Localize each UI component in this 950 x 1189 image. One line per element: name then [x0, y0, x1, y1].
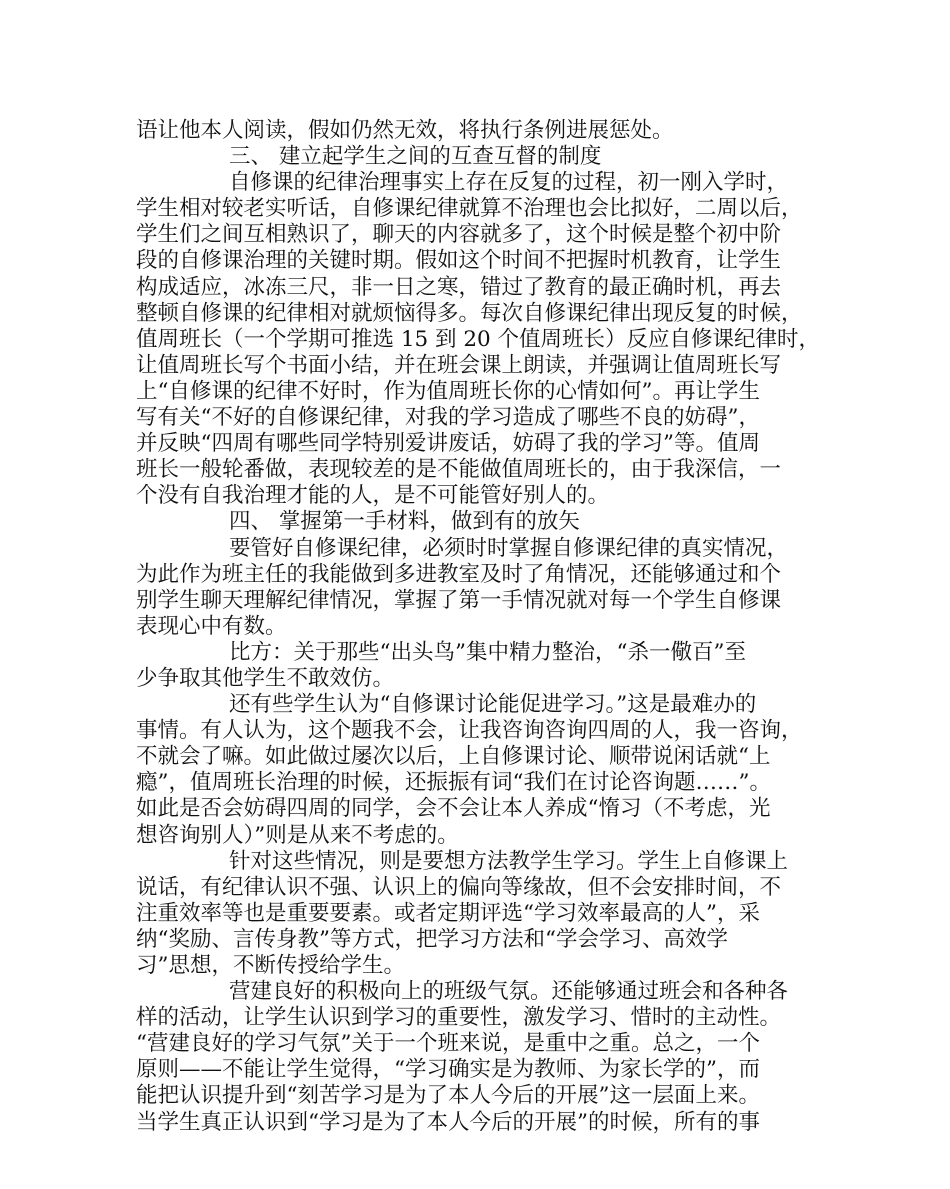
- text-line: 表现心中有数。: [136, 613, 287, 639]
- text-line: 让值周班长写个书面小结，并在班会课上朗读，并强调让值周班长写: [136, 352, 782, 378]
- text-line: 想咨询别人）”则是从来不考虑的。: [136, 822, 459, 848]
- text-line: 比方：关于那些“出头鸟”集中精力整治，“杀一儆百”至: [229, 639, 746, 665]
- text-line: 构成适应，冰冻三尺，非一日之寒，错过了教育的最正确时机，再去: [136, 274, 782, 300]
- text-line: 整顿自修课的纪律相对就烦恼得多。每次自修课纪律出现反复的时候，: [136, 300, 803, 326]
- text-line: 并反映“四周有哪些同学特别爱讲废话，妨碍了我的学习”等。值周: [136, 431, 760, 457]
- text-line: 四、 掌握第一手材料，做到有的放矢: [229, 509, 580, 535]
- text-line: 还有些学生认为“自修课讨论能促进学习。”这是最难办的: [229, 692, 757, 718]
- text-line: 习”思想，不断传授给学生。: [136, 953, 405, 978]
- text-line: 班长一般轮番做，表现较差的是不能做值周班长的，由于我深信，一: [136, 457, 782, 483]
- text-line: 要管好自修课纪律，必须时时掌握自修课纪律的真实情况，: [229, 535, 789, 561]
- text-line: 语让他本人阅读，假如仍然无效，将执行条例进展惩处。: [136, 118, 674, 143]
- text-line: 值周班长（一个学期可推选 15 到 20 个值周班长）反应自修课纪律时，: [136, 326, 821, 352]
- text-line: 当学生真正认识到“学习是为了本人今后的开展”的时候，所有的事: [136, 1109, 760, 1135]
- text-line: 上“自修课的纪律不好时，作为值周班长你的心情如何”。再让学生: [136, 378, 760, 404]
- text-line: 学生相对较老实听话，自修课纪律就算不治理也会比拟好，二周以后，: [136, 196, 803, 222]
- text-line: 事情。有人认为，这个题我不会，让我咨询咨询四周的人，我一咨询，: [136, 718, 803, 744]
- text-line: 瘾”，值周班长治理的时候，还振振有词“我们在讨论咨询题……”。: [136, 770, 771, 796]
- text-line: 自修课的纪律治理事实上存在反复的过程，初一刚入学时，: [229, 170, 789, 196]
- text-line: 纳“奖励、言传身教”等方式，把学习方法和“学会学习、高效学: [136, 926, 728, 952]
- text-line: 段的自修课治理的关键时期。假如这个时间不把握时机教育，让学生: [136, 248, 782, 274]
- text-line: 学生们之间互相熟识了，聊天的内容就多了，这个时候是整个初中阶: [136, 222, 782, 248]
- text-line: 说话，有纪律认识不强、认识上的偏向等缘故，但不会安排时间，不: [136, 874, 782, 900]
- text-line: 样的活动，让学生认识到学习的重要性，激发学习、惜时的主动性。: [136, 1005, 782, 1031]
- text-line: 三、 建立起学生之间的互查互督的制度: [229, 144, 602, 170]
- text-line: “营建良好的学习气氛”关于一个班来说，是重中之重。总之，一个: [136, 1031, 760, 1057]
- text-line: 别学生聊天理解纪律情况，掌握了第一手情况就对每一个学生自修课: [136, 587, 782, 613]
- text-line: 注重效率等也是重要要素。或者定期评选“学习效率最高的人”，采: [136, 900, 760, 926]
- document-body: [136, 118, 822, 1136]
- text-line: 个没有自我治理才能的人，是不可能管好别人的。: [136, 483, 610, 509]
- text-line: 如此是否会妨碍四周的同学，会不会让本人养成“惰习（不考虑，光: [136, 796, 771, 822]
- text-line: 少争取其他学生不敢效仿。: [136, 665, 395, 691]
- text-line: 原则——不能让学生觉得，“学习确实是为教师、为家长学的”，而: [136, 1057, 760, 1083]
- text-line: 能把认识提升到“刻苦学习是为了本人今后的开展”这一层面上来。: [136, 1083, 760, 1109]
- text-line: 营建良好的积极向上的班级气氛。还能够通过班会和各种各: [229, 979, 789, 1005]
- text-line: 不就会了嘛。如此做过屡次以后，上自修课讨论、顺带说闲话就“上: [136, 744, 771, 770]
- text-line: 针对这些情况，则是要想方法教学生学习。学生上自修课上: [229, 848, 789, 874]
- text-line: 为此作为班主任的我能做到多进教室及时了角情况，还能够通过和个: [136, 561, 782, 587]
- text-line: 写有关“不好的自修课纪律，对我的学习造成了哪些不良的妨碍”，: [136, 405, 760, 431]
